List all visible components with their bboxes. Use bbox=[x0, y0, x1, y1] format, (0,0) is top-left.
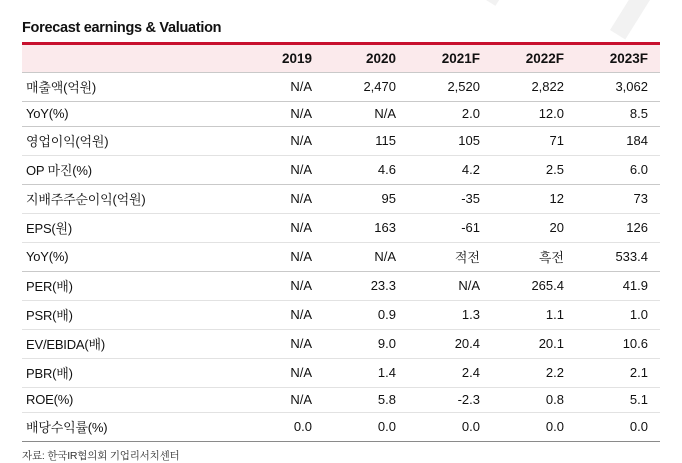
cell-2020: 95 bbox=[324, 184, 408, 213]
cell-2020: 115 bbox=[324, 126, 408, 155]
cell-2021f: 1.3 bbox=[408, 300, 492, 329]
cell-2019: N/A bbox=[240, 242, 324, 271]
cell-2021f: 0.0 bbox=[408, 412, 492, 441]
cell-2023f: 41.9 bbox=[576, 271, 660, 300]
row-label: PSR(배) bbox=[22, 300, 240, 329]
cell-2019: N/A bbox=[240, 329, 324, 358]
cell-2021f: -35 bbox=[408, 184, 492, 213]
cell-2019: N/A bbox=[240, 271, 324, 300]
cell-2019: N/A bbox=[240, 155, 324, 184]
cell-2023f: 8.5 bbox=[576, 101, 660, 126]
cell-2023f: 73 bbox=[576, 184, 660, 213]
source-note: 자료: 한국IR협의회 기업리서치센터 bbox=[22, 449, 180, 462]
cell-2022f: 2,822 bbox=[492, 72, 576, 101]
cell-2021f: 2,520 bbox=[408, 72, 492, 101]
cell-2020: 9.0 bbox=[324, 329, 408, 358]
cell-2022f: 12 bbox=[492, 184, 576, 213]
forecast-earnings-table bbox=[22, 45, 660, 442]
row-label: 매출액(억원) bbox=[22, 72, 240, 101]
cell-2020: 0.0 bbox=[324, 412, 408, 441]
cell-2023f: 126 bbox=[576, 213, 660, 242]
cell-2020: 163 bbox=[324, 213, 408, 242]
cell-2021f: -2.3 bbox=[408, 387, 492, 412]
column-header-2022f: 2022F bbox=[492, 45, 576, 73]
table-row bbox=[22, 72, 660, 101]
table-header bbox=[22, 45, 660, 73]
page-title: Forecast earnings & Valuation bbox=[22, 20, 222, 36]
table-row bbox=[22, 184, 660, 213]
row-label: EPS(원) bbox=[22, 213, 240, 242]
table-row bbox=[22, 126, 660, 155]
table-body bbox=[22, 72, 660, 441]
cell-2023f: 184 bbox=[576, 126, 660, 155]
row-label: EV/EBIDA(배) bbox=[22, 329, 240, 358]
cell-2023f: 2.1 bbox=[576, 358, 660, 387]
cell-2022f: 2.2 bbox=[492, 358, 576, 387]
row-label: 영업이익(억원) bbox=[22, 126, 240, 155]
table-row bbox=[22, 300, 660, 329]
cell-2023f: 5.1 bbox=[576, 387, 660, 412]
cell-2022f: 0.8 bbox=[492, 387, 576, 412]
row-label: OP 마진(%) bbox=[22, 155, 240, 184]
cell-2019: N/A bbox=[240, 387, 324, 412]
cell-2020: 23.3 bbox=[324, 271, 408, 300]
table-row bbox=[22, 329, 660, 358]
table-row bbox=[22, 358, 660, 387]
table-row bbox=[22, 412, 660, 441]
cell-2023f: 6.0 bbox=[576, 155, 660, 184]
cell-2021f: 4.2 bbox=[408, 155, 492, 184]
cell-2022f: 20 bbox=[492, 213, 576, 242]
table-row bbox=[22, 213, 660, 242]
cell-2023f: 1.0 bbox=[576, 300, 660, 329]
cell-2022f: 2.5 bbox=[492, 155, 576, 184]
column-header-2021f: 2021F bbox=[408, 45, 492, 73]
table-row bbox=[22, 155, 660, 184]
cell-2022f: 0.0 bbox=[492, 412, 576, 441]
row-label: ROE(%) bbox=[22, 387, 240, 412]
cell-2022f: 12.0 bbox=[492, 101, 576, 126]
column-header-label bbox=[22, 45, 240, 73]
cell-2021f: 2.0 bbox=[408, 101, 492, 126]
cell-2020: 2,470 bbox=[324, 72, 408, 101]
cell-2021f: 105 bbox=[408, 126, 492, 155]
cell-2020: 5.8 bbox=[324, 387, 408, 412]
cell-2020: 1.4 bbox=[324, 358, 408, 387]
table-row bbox=[22, 101, 660, 126]
cell-2019: N/A bbox=[240, 184, 324, 213]
cell-2023f: 0.0 bbox=[576, 412, 660, 441]
cell-2021f: 2.4 bbox=[408, 358, 492, 387]
cell-2019: N/A bbox=[240, 101, 324, 126]
cell-2019: N/A bbox=[240, 358, 324, 387]
cell-2021f: 20.4 bbox=[408, 329, 492, 358]
cell-2022f: 71 bbox=[492, 126, 576, 155]
cell-2022f: 265.4 bbox=[492, 271, 576, 300]
cell-2021f: -61 bbox=[408, 213, 492, 242]
cell-2021f: 적전 bbox=[408, 242, 492, 271]
column-header-2019: 2019 bbox=[240, 45, 324, 73]
row-label: PER(배) bbox=[22, 271, 240, 300]
row-label: PBR(배) bbox=[22, 358, 240, 387]
cell-2019: N/A bbox=[240, 213, 324, 242]
table-row bbox=[22, 242, 660, 271]
cell-2023f: 3,062 bbox=[576, 72, 660, 101]
cell-2022f: 흑전 bbox=[492, 242, 576, 271]
cell-2019: N/A bbox=[240, 126, 324, 155]
cell-2020: N/A bbox=[324, 242, 408, 271]
cell-2021f: N/A bbox=[408, 271, 492, 300]
cell-2023f: 10.6 bbox=[576, 329, 660, 358]
cell-2020: 4.6 bbox=[324, 155, 408, 184]
cell-2022f: 1.1 bbox=[492, 300, 576, 329]
column-header-2023f: 2023F bbox=[576, 45, 660, 73]
row-label: YoY(%) bbox=[22, 242, 240, 271]
row-label: 지배주주순이익(억원) bbox=[22, 184, 240, 213]
table-header-row bbox=[22, 45, 660, 73]
table-row bbox=[22, 387, 660, 412]
cell-2019: N/A bbox=[240, 72, 324, 101]
cell-2020: 0.9 bbox=[324, 300, 408, 329]
report-title-row bbox=[22, 20, 660, 40]
cell-2019: N/A bbox=[240, 300, 324, 329]
cell-2020: N/A bbox=[324, 101, 408, 126]
row-label: YoY(%) bbox=[22, 101, 240, 126]
column-header-2020: 2020 bbox=[324, 45, 408, 73]
cell-2022f: 20.1 bbox=[492, 329, 576, 358]
cell-2019: 0.0 bbox=[240, 412, 324, 441]
table-row bbox=[22, 271, 660, 300]
cell-2023f: 533.4 bbox=[576, 242, 660, 271]
row-label: 배당수익률(%) bbox=[22, 412, 240, 441]
